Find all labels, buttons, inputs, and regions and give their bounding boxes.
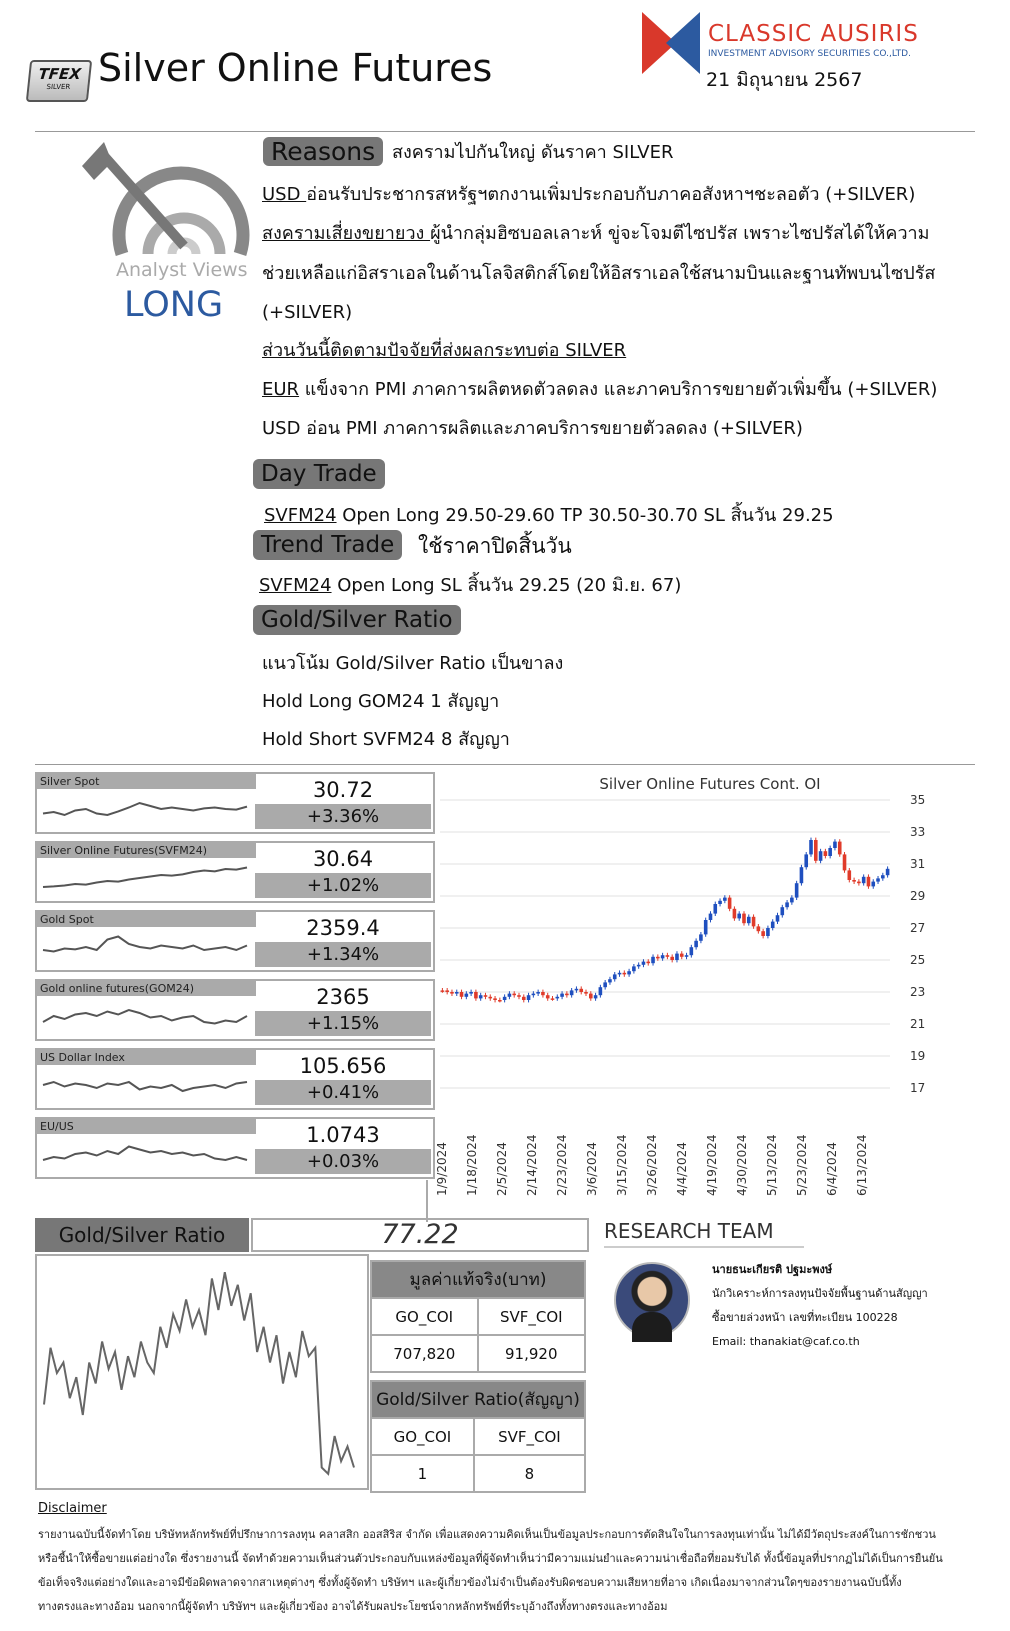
candle-body [445, 990, 449, 992]
y-tick-label: 35 [910, 793, 926, 807]
research-team-title: RESEARCH TEAM [604, 1216, 804, 1248]
market-sparkline [39, 790, 251, 828]
sparkline-path [43, 1010, 247, 1024]
x-tick-label: 5/13/2024 [765, 1134, 779, 1196]
tfex-logo [26, 60, 92, 102]
market-value: 2365 [316, 985, 370, 1009]
candle-body [661, 955, 665, 958]
x-tick-label: 3/15/2024 [615, 1134, 629, 1196]
reason-line-5 [262, 339, 626, 363]
reason-text: ช่วยเหลือแก่อิสราเอลในด้านโลจิสติกส์โดยให้อิสราเอลใช้สนามบินและฐานทัพบนไซปรัส [262, 263, 936, 284]
coi-value-svf: 91,920 [478, 1335, 586, 1372]
y-tick-label: 29 [910, 889, 926, 903]
candle-body [757, 926, 761, 931]
candle-body [599, 987, 603, 995]
candle-body [508, 994, 512, 997]
candle-body [623, 973, 627, 975]
candle-body [766, 928, 770, 936]
market-box-gold-futures [35, 979, 435, 1041]
sparkline-path [43, 868, 247, 888]
candle-body [780, 907, 784, 915]
market-box-dollar-index [35, 1048, 435, 1110]
contract-value-svf: 8 [474, 1455, 585, 1492]
candle-body [675, 954, 679, 960]
candle-body [785, 902, 789, 907]
market-label: Silver Spot [37, 774, 256, 789]
market-value: 1.0743 [306, 1123, 380, 1147]
candle-body [512, 994, 516, 996]
header-divider [35, 131, 975, 132]
candle-body [527, 995, 531, 1000]
y-tick-label: 17 [910, 1081, 926, 1095]
market-sparkline [39, 1066, 251, 1104]
candle-body [833, 842, 837, 848]
candle-body [857, 882, 861, 884]
contract-title: Gold/Silver Ratio(สัญญา) [371, 1381, 585, 1418]
ratio-title: Gold/Silver Ratio [35, 1218, 249, 1252]
candle-body [670, 957, 674, 960]
candle-body [584, 992, 588, 994]
candle-body [852, 880, 856, 882]
market-change: +1.15% [255, 1011, 431, 1036]
disclaimer-line: ทางตรงและทางอ้อม นอกจากนี้ผู้จัดทำ บริษัทฯ และผู้เกี่ยวข้อง อาจได้รับผลประโยชน์จากหลักทรัพย์ที่ระบุอ้างถึงทั้งทางตรงและทางอ้อม [38, 1600, 668, 1613]
reason-line-2 [262, 222, 930, 246]
contract-header-go: GO_COI [371, 1418, 474, 1455]
disclaimer-title: Disclaimer [38, 1501, 107, 1516]
market-label: Gold online futures(GOM24) [37, 981, 256, 996]
reason-lead: USD [262, 184, 307, 205]
market-value: 105.656 [299, 1054, 387, 1078]
candle-body [493, 998, 497, 1000]
candle-body [455, 992, 459, 994]
coi-value-go: 707,820 [371, 1335, 478, 1372]
candle-body [680, 954, 684, 957]
candle-body [460, 992, 464, 997]
gold-silver-chip: Gold/Silver Ratio [253, 605, 461, 635]
market-label: EU/US [37, 1119, 256, 1134]
market-sparkline [39, 997, 251, 1035]
candle-body [804, 854, 808, 867]
x-tick-label: 2/5/2024 [495, 1142, 509, 1196]
candle-body [488, 997, 492, 999]
candle-body [450, 992, 454, 994]
coi-header-go: GO_COI [371, 1298, 478, 1335]
candle-body [881, 875, 885, 878]
coi-value-table [370, 1260, 586, 1373]
coi-header-svf: SVF_COI [478, 1298, 586, 1335]
candle-body [848, 870, 852, 880]
y-tick-label: 23 [910, 985, 926, 999]
candle-body [465, 994, 469, 997]
page-title: Silver Online Futures [98, 46, 493, 90]
trend-trade-symbol: SVFM24 [259, 575, 332, 596]
candle-body [651, 957, 655, 963]
x-tick-label: 2/23/2024 [555, 1134, 569, 1196]
candle-body [867, 877, 871, 887]
market-label: US Dollar Index [37, 1050, 256, 1065]
candle-body [814, 840, 818, 861]
x-tick-label: 3/26/2024 [645, 1134, 659, 1196]
candle-body [666, 955, 670, 957]
reason-line-7 [262, 417, 803, 441]
analyst-license: ซื้อขายล่วงหน้า เลขที่ทะเบียน 100228 [712, 1311, 898, 1324]
x-tick-label: 4/19/2024 [705, 1134, 719, 1196]
market-change: +0.03% [255, 1149, 431, 1174]
candle-body [694, 941, 698, 947]
classic-ausiris-logo-mark [642, 12, 700, 74]
reason-text: อ่อนรับประชากรสหรัฐฯตกงานเพิ่มประกอบกับภาคอสังหาฯชะลอตัว (+SILVER) [306, 184, 916, 205]
candle-body [575, 989, 579, 991]
y-tick-label: 31 [910, 857, 926, 871]
x-tick-label: 6/4/2024 [825, 1142, 839, 1196]
analyst-view-long: LONG [124, 285, 224, 325]
candle-body [747, 917, 751, 923]
reason-lead: ส่วนวันนี้ติดตามปัจจัยที่ส่งผลกระทบต่อ SILVER [262, 340, 627, 361]
x-tick-label: 5/23/2024 [795, 1134, 809, 1196]
candle-body [565, 994, 569, 996]
candle-body [517, 995, 521, 997]
silver-oi-candlestick-chart [435, 793, 980, 1200]
candle-body [776, 915, 780, 921]
candle-body [876, 878, 880, 881]
y-tick-label: 21 [910, 1017, 926, 1031]
x-tick-label: 2/14/2024 [525, 1134, 539, 1196]
candle-body [871, 882, 875, 887]
candle-body [685, 955, 689, 957]
candle-body [484, 995, 488, 997]
day-trade-text: Open Long 29.50-29.60 TP 30.50-30.70 SL สิ้นวัน 29.25 [336, 505, 834, 526]
candle-body [551, 998, 555, 1000]
candle-body [532, 994, 536, 996]
candle-body [522, 997, 526, 1000]
candle-body [795, 883, 799, 897]
candle-body [761, 931, 765, 936]
tfex-logo-text: TFEX [37, 65, 82, 83]
x-tick-label: 4/30/2024 [735, 1134, 749, 1196]
candle-body [479, 995, 483, 998]
reason-text: (+SILVER) [262, 302, 353, 323]
candle-body [627, 971, 631, 974]
market-label: Gold Spot [37, 912, 256, 927]
candle-body [824, 851, 828, 856]
candle-body [555, 997, 559, 999]
reason-line-6 [262, 378, 937, 402]
day-trade-chip: Day Trade [253, 459, 385, 489]
candle-body [733, 909, 737, 919]
candle-body [800, 867, 804, 883]
candle-body [608, 979, 612, 982]
tfex-logo-sub: SILVER [46, 83, 71, 91]
ratio-value: 77.22 [251, 1218, 589, 1252]
candle-body [656, 957, 660, 959]
candle-body [541, 992, 545, 995]
market-box-silver-futures [35, 841, 435, 903]
chart-title: Silver Online Futures Cont. OI [599, 775, 821, 793]
candle-body [699, 934, 703, 940]
candle-body [474, 992, 478, 998]
trend-trade-chip: Trend Trade [253, 530, 402, 560]
coi-value-title: มูลค่าแท้จริง(บาท) [371, 1261, 585, 1298]
market-change: +0.41% [255, 1080, 431, 1105]
avatar-body [632, 1312, 672, 1342]
analyst-email[interactable]: Email: thanakiat@caf.co.th [712, 1335, 860, 1348]
candle-body [742, 914, 746, 924]
candle-body [546, 995, 550, 998]
market-value: 30.72 [312, 778, 374, 802]
contract-table [370, 1380, 586, 1493]
sparkline-path [43, 1082, 247, 1091]
reasons-chip: Reasons [263, 137, 383, 166]
gs-line-3: Hold Short SVFM24 8 สัญญา [262, 729, 510, 750]
candle-body [809, 840, 813, 854]
candle-body [819, 851, 823, 861]
report-date: 21 มิถุนายน 2567 [706, 69, 863, 91]
market-change: +1.02% [255, 873, 431, 898]
candle-body [709, 914, 713, 920]
x-tick-label: 1/18/2024 [465, 1134, 479, 1196]
candle-body [771, 922, 775, 928]
market-label: Silver Online Futures(SVFM24) [37, 843, 256, 858]
reasons-headline: สงครามไปกันใหญ่ ดันราคา SILVER [392, 142, 674, 163]
market-box-silver-spot [35, 772, 435, 834]
candle-body [594, 995, 598, 998]
brand-name: CLASSIC AUSIRIS [708, 21, 919, 47]
candle-body [718, 901, 722, 904]
x-tick-label: 1/9/2024 [435, 1142, 449, 1196]
analyst-views-caption: Analyst Views [116, 259, 248, 281]
market-value: 2359.4 [306, 916, 380, 940]
target-dart-icon [82, 142, 242, 260]
sparkline-path [43, 803, 247, 815]
contract-header-svf: SVF_COI [474, 1418, 585, 1455]
candle-body [737, 914, 741, 919]
market-change: +1.34% [255, 942, 431, 967]
reason-lead: สงครามเสี่ยงขยายวง [262, 223, 431, 244]
candle-body [560, 994, 564, 997]
candle-body [713, 904, 717, 914]
market-sparkline [39, 859, 251, 897]
x-tick-label: 6/13/2024 [855, 1134, 869, 1196]
avatar [614, 1262, 690, 1338]
day-trade-symbol: SVFM24 [264, 505, 337, 526]
market-value: 30.64 [312, 847, 374, 871]
reason-text: USD อ่อน PMI ภาคการผลิตและภาคบริการขยายตัวลดลง (+SILVER) [262, 418, 803, 439]
contract-value-go: 1 [371, 1455, 474, 1492]
candle-body [752, 917, 756, 927]
gs-line-2: Hold Long GOM24 1 สัญญา [262, 691, 500, 712]
brand-subtitle: INVESTMENT ADVISORY SECURITIES CO.,LTD. [708, 49, 911, 59]
candle-body [503, 997, 507, 1000]
x-tick-label: 3/6/2024 [585, 1142, 599, 1196]
y-tick-label: 19 [910, 1049, 926, 1063]
candle-body [886, 869, 890, 875]
candle-body [469, 992, 473, 994]
candle-body [642, 962, 646, 965]
candle-body [536, 992, 540, 994]
disclaimer-line: รายงานฉบับนี้จัดทำโดย บริษัทหลักทรัพย์ที่ปรึกษาการลงทุน คลาสสิก ออสสิริส จำกัด เพื่อแสดงความคิดเห็นเป็นข้อมูลประกอบการตัดสินใจในการลงทุนเท่านั้น ไม่ได้มีวัตถุประสงค์ในการชักชวน [38, 1528, 936, 1541]
candle-body [723, 898, 727, 901]
reason-text: แข็งจาก PMI ภาคการผลิตหดตัวลดลง และภาคบริการขยายตัวเพิ่มขึ้น (+SILVER) [299, 379, 938, 400]
market-panel-divider [426, 1180, 428, 1222]
trend-trade-line [259, 574, 681, 598]
analyst-name: นายธนะเกียรติ ปฐมะพงษ์ [712, 1263, 833, 1276]
reason-line-1 [262, 183, 915, 207]
y-tick-label: 25 [910, 953, 926, 967]
candle-body [828, 848, 832, 856]
candle-body [728, 898, 732, 909]
y-tick-label: 33 [910, 825, 926, 839]
candle-body [579, 989, 583, 992]
market-box-eurusd [35, 1117, 435, 1179]
candle-body [589, 994, 593, 999]
candle-body [704, 920, 708, 934]
analyst-role: นักวิเคราะห์การลงทุนปัจจัยพื้นฐานด้านสัญญา [712, 1287, 928, 1300]
day-trade-line [264, 504, 834, 528]
market-change: +3.36% [255, 804, 431, 829]
candle-body [637, 965, 641, 967]
sparkline-path [43, 937, 247, 952]
market-box-gold-spot [35, 910, 435, 972]
trend-trade-note: ใช้ราคาปิดสิ้นวัน [418, 534, 572, 558]
reason-line-3 [262, 262, 935, 286]
disclaimer-line: หรือชี้นำให้ซื้อขายแต่อย่างใด ซึ่งรายงานนี้ จัดทำด้วยความเห็นส่วนตัวประกอบกับแหล่งข้อมูลที่ผู้จัดทำเห็นว่ามีความแม่นยำและความน่าเชื่อถือที่ยอมรับได้ ทั้งนี้ข้อมูลที่ปรากฏไม่ได้เป็นการยืนยัน [38, 1552, 943, 1565]
candle-body [862, 877, 866, 883]
trend-trade-text: Open Long SL สิ้นวัน 29.25 (20 มิ.ย. 67) [331, 575, 682, 596]
reason-lead: EUR [262, 379, 300, 400]
candle-body [843, 854, 847, 870]
disclaimer-line: ข้อเท็จจริงแต่อย่างใดและอาจมีข้อผิดพลาดจากสาเหตุต่างๆ ซึ่งทั้งผู้จัดทำ บริษัทฯ และผู้เกี่ยวข้องไม่จำเป็นต้องรับผิดชอบความเสียหายที่อาจ เกิดเนื่องมาจากส่วนใดๆของรายงานฉบับนี้ทั้ง [38, 1576, 902, 1589]
market-sparkline [39, 928, 251, 966]
sparkline-path [43, 1147, 247, 1161]
candle-body [441, 990, 445, 992]
candle-body [838, 842, 842, 855]
candle-body [570, 990, 574, 995]
reason-text: ผู้นำกลุ่มฮิซบอลเลาะห์ ขู่จะโจมตีไซปรัส เพราะไซปรัสได้ให้ความ [430, 223, 930, 244]
candle-body [790, 898, 794, 903]
section-divider [35, 764, 975, 765]
candle-body [603, 982, 607, 987]
ratio-line-chart [40, 1258, 362, 1484]
candle-body [690, 947, 694, 955]
candle-body [498, 1000, 502, 1002]
y-tick-label: 27 [910, 921, 926, 935]
candle-body [613, 974, 617, 979]
candle-body [618, 973, 622, 975]
candle-body [646, 962, 650, 964]
candle-body [632, 966, 636, 971]
market-sparkline [39, 1135, 251, 1173]
ratio-line [44, 1272, 354, 1474]
x-tick-label: 4/4/2024 [675, 1142, 689, 1196]
gs-line-1: แนวโน้ม Gold/Silver Ratio เป็นขาลง [262, 653, 564, 674]
reason-line-4 [262, 301, 352, 325]
